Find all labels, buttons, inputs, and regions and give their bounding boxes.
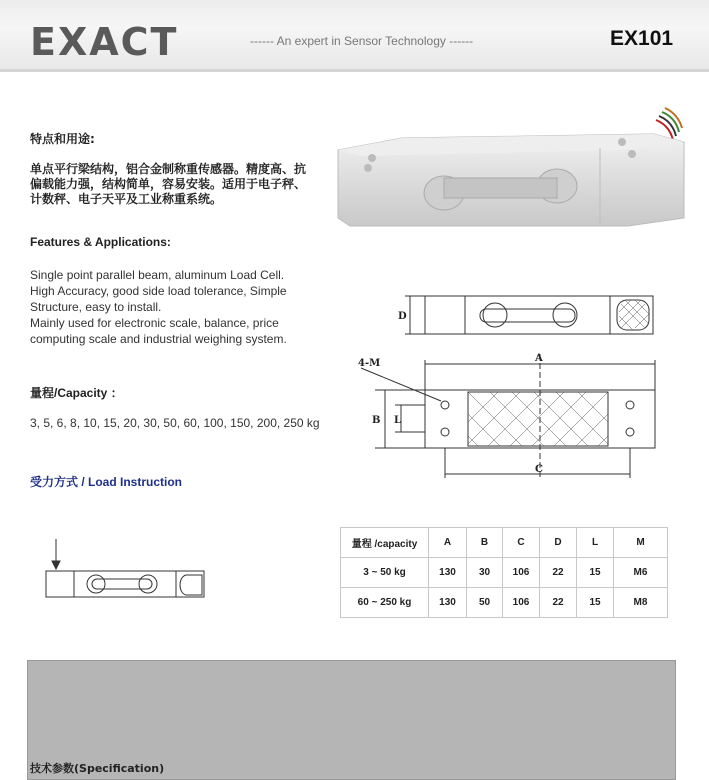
col-header-capacity: 量程 /capacity — [341, 528, 429, 558]
table-cell: 15 — [577, 588, 614, 618]
table-cell: 22 — [540, 588, 577, 618]
table-cell: 22 — [540, 558, 577, 588]
en-desc-line: High Accuracy, good side load tolerance, Simple — [30, 284, 287, 298]
col-header-d: D — [540, 528, 577, 558]
label-b: B — [372, 415, 381, 426]
label-c: C — [535, 464, 543, 475]
table-cell: 106 — [503, 588, 540, 618]
label-a: A — [535, 353, 543, 364]
en-desc-line: Mainly used for electronic scale, balance, price — [30, 316, 279, 330]
table-header-row — [341, 528, 668, 558]
dimension-table — [340, 527, 668, 618]
en-desc-line: computing scale and industrial weighing system. — [30, 332, 287, 346]
table-row — [341, 558, 668, 588]
col-header-c: C — [503, 528, 540, 558]
model-number: EX101 — [610, 27, 674, 50]
cn-features-title: 特点和用途: — [30, 132, 95, 146]
page-header — [0, 0, 709, 72]
table-cell: 130 — [429, 588, 467, 618]
load-instruction-diagram — [38, 535, 213, 605]
capacity-values: 3, 5, 6, 8, 10, 15, 20, 30, 50, 60, 100, 150, 200, 250 kg — [30, 416, 320, 430]
exact-logo: EXACT — [30, 20, 179, 64]
col-header-a: A — [429, 528, 467, 558]
col-header-l: L — [577, 528, 614, 558]
label-d: D — [398, 311, 407, 322]
capacity-title: 量程/Capacity ： — [30, 386, 123, 400]
table-cell: 15 — [577, 558, 614, 588]
table-cell: M6 — [614, 558, 668, 588]
table-cell: 30 — [467, 558, 503, 588]
table-cell: 106 — [503, 558, 540, 588]
en-desc-line: Structure, easy to install. — [30, 300, 162, 314]
table-cell: 60 ~ 250 kg — [341, 588, 429, 618]
cn-features-desc: 单点平行梁结构，铝合金制称重传感器。精度高、抗偏载能力强，结构简单，容易安装。适用于电子秤、计数秤、电子天平及工业称重系统。 — [30, 162, 307, 206]
label-m: 4-M — [358, 358, 381, 369]
table-row — [341, 588, 668, 618]
table-cell: 3 ~ 50 kg — [341, 558, 429, 588]
load-title-en: / Load Instruction — [78, 475, 183, 489]
table-cell: 130 — [429, 558, 467, 588]
table-cell: 50 — [467, 588, 503, 618]
load-instruction-title — [30, 473, 182, 490]
en-features-title: Features & Applications: — [30, 235, 171, 249]
label-l: L — [394, 415, 402, 426]
tagline: ------ An expert in Sensor Technology ------ — [250, 34, 474, 48]
en-features-desc — [30, 267, 330, 347]
load-title-cn: 受力方式 — [30, 475, 79, 489]
dimension-drawing — [355, 282, 665, 482]
col-header-m: M — [614, 528, 668, 558]
load-cell-photo — [332, 98, 684, 246]
en-desc-line: Single point parallel beam, aluminum Load Cell. — [30, 268, 285, 282]
col-header-b: B — [467, 528, 503, 558]
table-cell: M8 — [614, 588, 668, 618]
specification-label: 技术参数(Specification) — [30, 762, 165, 775]
